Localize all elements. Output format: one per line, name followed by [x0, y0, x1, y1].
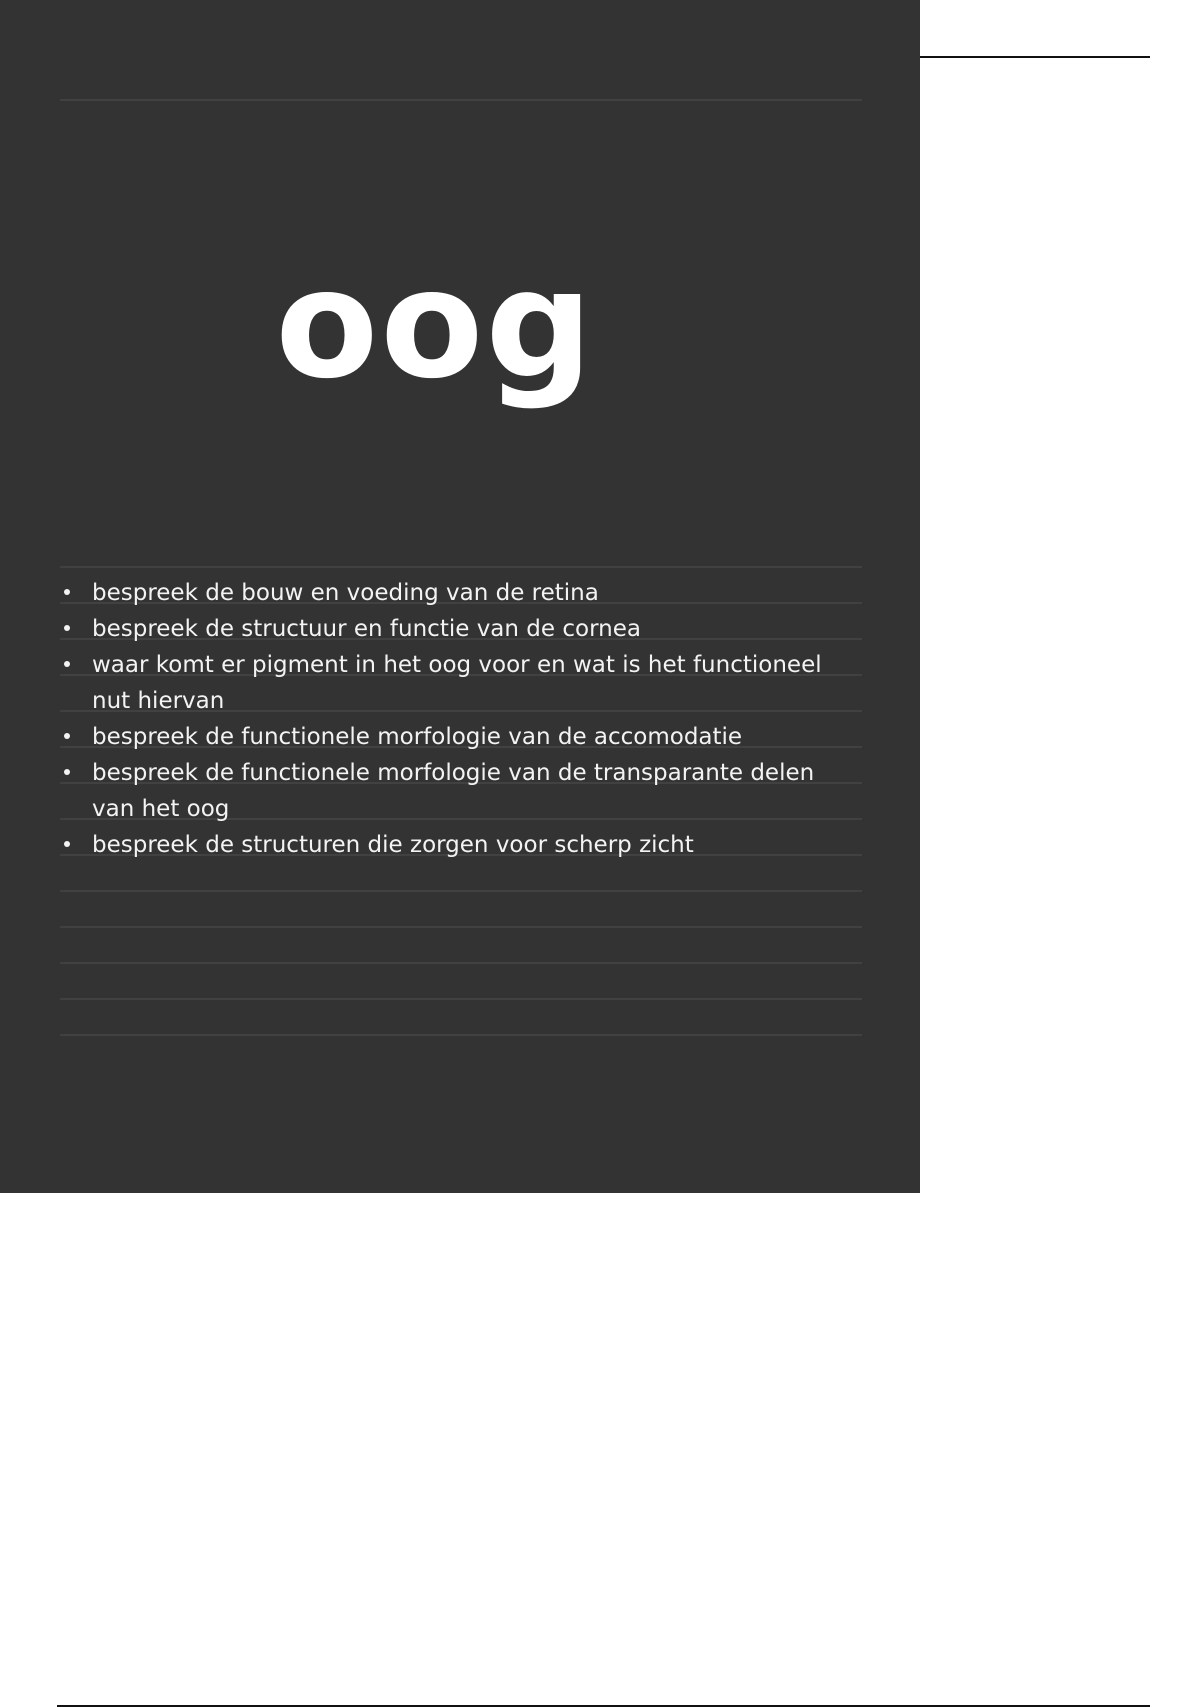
bullet-list	[60, 575, 860, 863]
bullet-dot	[64, 625, 70, 631]
bullet-item	[60, 611, 860, 647]
bullet-text: bespreek de structuur en functie van de cornea	[92, 616, 641, 642]
ruled-line	[60, 998, 862, 1000]
note-title: oog	[275, 238, 595, 412]
bullet-dot	[64, 589, 70, 595]
bullet-text: bespreek de functionele morfologie van de accomodatie	[92, 724, 743, 750]
bullet-dot	[64, 733, 70, 739]
bullet-text: waar komt er pigment in het oog voor en wat is het functioneel nut hiervan	[92, 652, 822, 714]
bullet-dot	[64, 769, 70, 775]
ruled-line	[60, 99, 862, 101]
ruled-line	[60, 1034, 862, 1036]
ruled-line	[60, 962, 862, 964]
page-rule-top	[920, 56, 1150, 58]
bullet-dot	[64, 661, 70, 667]
bullet-text: bespreek de structuren die zorgen voor scherp zicht	[92, 832, 694, 858]
ruled-line	[60, 926, 862, 928]
bullet-dot	[64, 841, 70, 847]
bullet-item	[60, 755, 860, 827]
bullet-text: bespreek de functionele morfologie van de transparante delen van het oog	[92, 760, 815, 822]
bullet-item	[60, 719, 860, 755]
bullet-item	[60, 575, 860, 611]
bullet-item	[60, 647, 860, 719]
bullet-text: bespreek de bouw en voeding van de retina	[92, 580, 599, 606]
ruled-line	[60, 566, 862, 568]
bullet-item	[60, 827, 860, 863]
ruled-line	[60, 890, 862, 892]
